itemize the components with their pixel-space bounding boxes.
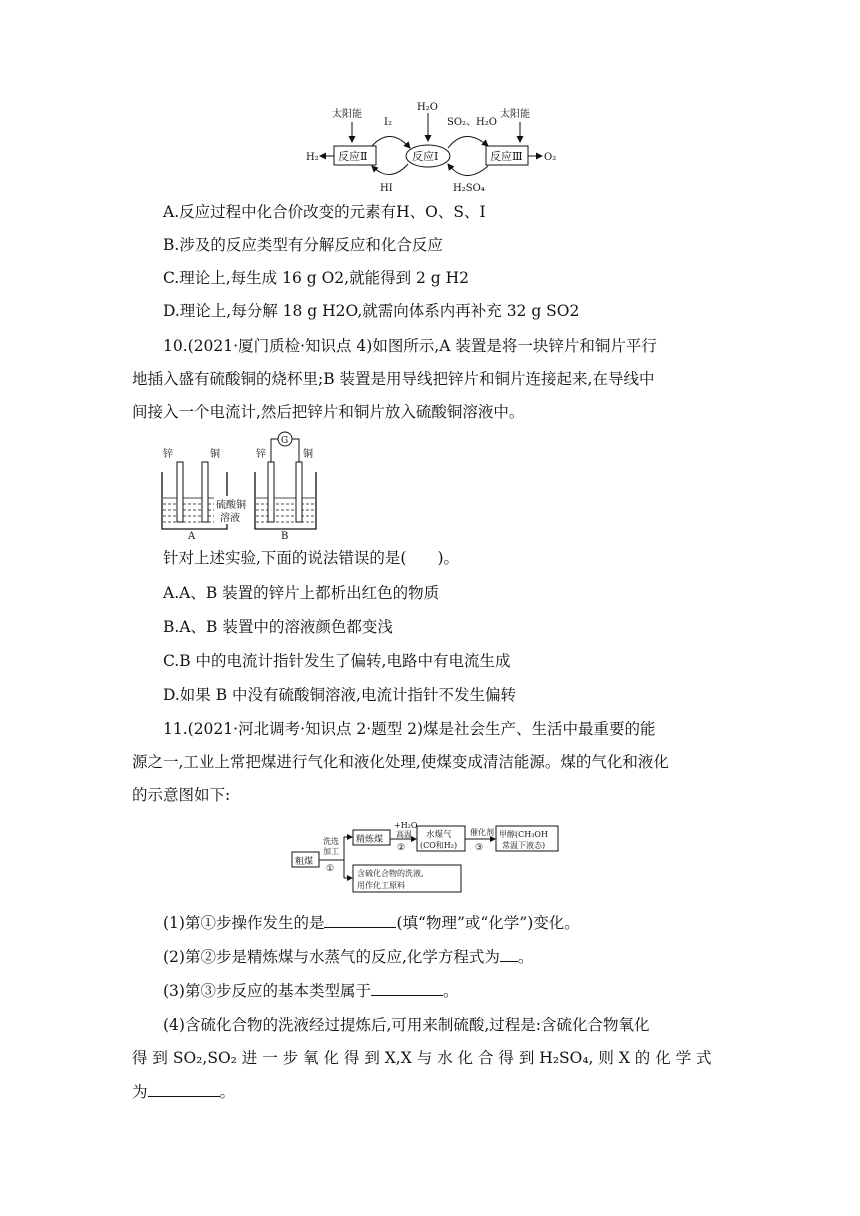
q11-part4-blank[interactable] [148,1081,220,1097]
q11-part3-before: (3)第③步反应的基本类型属于 [163,982,371,1000]
i2-label: I₂ [384,117,392,128]
q11-part3-blank[interactable] [371,980,443,996]
q10-option-d: D.如果 B 中没有硫酸铜溶液,电流计指针不发生偏转 [163,686,516,704]
copper-plate-a [202,462,208,522]
solar-left-label: 太阳能 [332,109,362,120]
beaker-b-label: B [281,531,289,540]
wash-label-1: 洗选 [323,837,339,846]
q10-stem-line1: 10.(2021·厦门质检·知识点 4)如图所示,A 装置是将一块锌片和铜片平行 [163,337,657,355]
zinc-a-label: 锌 [163,449,173,460]
q10-option-b: B.A、B 装置中的溶液颜色都变浅 [163,618,393,636]
methanol-label-2: 常温下液态) [502,841,546,850]
q11-stem-line2: 源之一,工业上常把煤进行气化和液化处理,使煤变成清洁能源。煤的气化和液化 [132,753,669,771]
plus-h2o-label: +H₂O [394,821,418,830]
q11-part2-after: 。 [517,948,534,966]
q11-part1-after: (填“物理”或“化学”)变化。 [396,914,580,932]
q11-stem-line1: 11.(2021·河北调考·知识点 2·题型 2)煤是社会生产、生活中最重要的能 [163,720,656,738]
zinc-plate-b [268,462,274,522]
beaker-b [255,472,316,529]
solution-label-2: 溶液 [220,513,240,524]
zinc-b-label: 锌 [256,449,266,460]
q11-part2-before: (2)第②步是精炼煤与水蒸气的反应,化学方程式为 [163,948,500,966]
q9-option-b: B.涉及的反应类型有分解反应和化合反应 [163,236,443,254]
so2-h2o-label: SO₂、H₂O [447,117,497,128]
q11-part1-before: (1)第①步操作发生的是 [163,914,325,932]
copper-a-label: 铜 [210,449,220,460]
q11-part2 [163,946,533,967]
q11-part4-line2: 得 到 SO₂,SO₂ 进 一 步 氧 化 得 到 X,X 与 水 化 合 得 到 H₂SO₄, 则 X 的 化 学 式 [132,1049,712,1067]
q11-part2-blank[interactable] [500,946,518,962]
q11-part1 [163,912,580,933]
q10-stem-line2: 地插入盛有硫酸铜的烧杯里;B 装置是用导线把锌片和铜片连接起来,在导线中 [132,370,655,388]
galvanometer-label: G [281,436,289,446]
q11-part4-line3: 为 。 [132,1083,236,1101]
raw-coal-label: 粗煤 [295,857,314,867]
reaction-cycle-diagram [300,98,562,194]
catalyst-label: 催化剂 [470,828,494,837]
copper-plate-b [296,462,302,522]
q11-part1-blank[interactable] [324,912,396,928]
byproduct-label-1: 含硫化合物的洗液, [357,869,424,878]
q10-option-a: A.A、B 装置的锌片上都析出红色的物质 [163,584,440,602]
q9-option-d: D.理论上,每分解 18 g H2O,就需向体系内再补充 32 g SO2 [163,302,580,320]
step-1-label: ① [326,864,335,874]
refined-coal-label: 精炼煤 [356,835,384,845]
wire-left [271,439,278,462]
coal-process-diagram [290,820,580,896]
o2-output: O₂ [544,152,557,163]
reaction-3-label: 反应Ⅲ [490,150,523,163]
reaction-2-label: 反应Ⅱ [338,150,368,163]
wash-label-2: 加工 [323,847,339,856]
q10-stem-line3: 间接入一个电流计,然后把锌片和铜片放入硫酸铜溶液中。 [132,403,525,421]
beaker-a-label: A [188,531,196,540]
solar-right-label: 太阳能 [500,109,530,120]
q9-option-a: A.反应过程中化合价改变的元素有H、O、S、I [163,203,486,221]
high-temp-label: 高温 [396,830,412,839]
q10-question: 针对上述实验,下面的说法错误的是( )。 [163,549,460,567]
step-3-label: ③ [475,843,484,853]
h2o-top-label: H₂O [417,102,438,113]
reaction-1-label: 反应Ⅰ [412,150,439,163]
step-2-label: ② [397,843,406,853]
q11-part3 [163,980,458,1001]
copper-b-label: 铜 [303,449,313,460]
water-gas-label-1: 水煤气 [426,830,452,840]
water-gas-label-2: (CO和H₂) [420,841,458,850]
h2-output: H₂ [306,152,319,163]
q11-stem-line3: 的示意图如下: [132,786,231,804]
h2so4-label: H₂SO₄ [453,183,485,194]
methanol-label-1: 甲醇(CH₃OH [499,830,548,839]
wire-right [292,439,299,462]
solution-label-1: 硫酸铜 [216,500,246,511]
solution-b [256,498,315,522]
q9-option-c: C.理论上,每生成 16 g O2,就能得到 2 g H2 [163,269,470,287]
zinc-plate-a [177,462,183,522]
q11-part4-line1: (4)含硫化合物的洗液经过提炼后,可用来制硫酸,过程是:含硫化合物氧化 [163,1016,650,1034]
hi-label: HI [380,183,393,194]
byproduct-label-2: 用作化工原料 [357,881,405,890]
q10-option-c: C.B 中的电流计指针发生了偏转,电路中有电流生成 [163,652,511,670]
q11-part3-after: 。 [442,982,459,1000]
beaker-experiment-diagram [158,428,318,540]
q11-part4-before: 为 [132,1083,148,1101]
